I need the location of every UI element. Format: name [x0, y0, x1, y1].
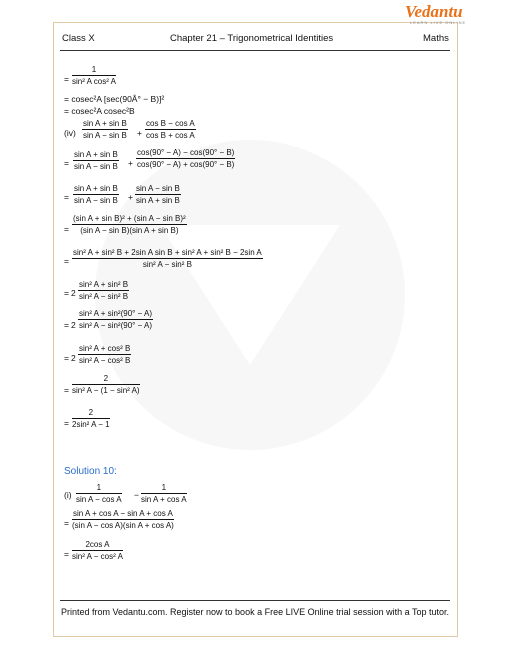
header-chapter: Chapter 21 – Trigonometrical Identities: [170, 33, 334, 44]
eq-sign: =: [64, 320, 69, 330]
fraction: $\frac{\text{sin² A + sin² B}}{\text{sin² A − sin² B}}$: [79, 280, 129, 301]
eq-sign: =: [64, 385, 69, 395]
header-class: Class X: [62, 33, 95, 44]
footer-rule: [60, 600, 450, 601]
fraction: $\frac{\text{sin A + sin B}}{\text{sin A − sin B}}$: [83, 119, 127, 140]
fraction: $\frac{\text{2cos A}}{\text{sin² A − cos² A}}$: [72, 540, 123, 561]
item-label: (i): [64, 490, 72, 500]
fraction: $\frac{\text{cos B − cos A}}{\text{cos B + cos A}}$: [146, 119, 195, 140]
eq-sign: =: [64, 418, 69, 428]
fraction: $\frac{\text{(sin A + sin B)² + (sin A − sin B)²}}{\text{(sin A − sin B)(sin A + sin B)}}$: [73, 214, 186, 235]
eq-sign: =: [64, 256, 69, 266]
minus-sign: −: [134, 490, 139, 500]
coefficient: 2: [71, 288, 76, 298]
header-subject: Maths: [423, 33, 449, 44]
coefficient: 2: [71, 320, 76, 330]
fraction: $\frac{1}{\text{sin A − cos A}}$: [76, 483, 122, 504]
logo-tagline: LEARN LIVE ONLINE: [410, 20, 467, 25]
coefficient: 2: [71, 353, 76, 363]
eq-sign: =: [64, 353, 69, 363]
math-line: = cosec²A [sec(90Â° − B)]²: [64, 94, 165, 104]
fraction: $\frac{2}{\text{2sin² A − 1}}$: [72, 408, 110, 429]
fraction: $\frac{1}{\text{sin² A cos² A}}$: [72, 65, 117, 86]
eq-sign: =: [64, 549, 69, 559]
fraction: $\frac{\text{sin A + cos A − sin A + cos A}}{\text{(sin A − cos A)(sin A + cos A)}}$: [72, 509, 174, 530]
item-label: (iv): [64, 128, 76, 138]
vedantu-logo: Vedantu: [405, 2, 463, 21]
fraction: $\frac{\text{sin A − sin B}}{\text{sin A + sin B}}$: [136, 184, 180, 205]
footer-text: Printed from Vedantu.com. Register now to book a Free LIVE Online trial session with a Top tutor.: [60, 607, 450, 617]
fraction: $\frac{\text{sin² A + cos² B}}{\text{sin² A − cos² B}}$: [79, 344, 131, 365]
math-line: = cosec²A cosec²B: [64, 106, 135, 116]
plus-sign: +: [128, 158, 133, 168]
fraction: $\frac{\text{sin A + sin B}}{\text{sin A − sin B}}$: [74, 150, 118, 171]
fraction: $\frac{\text{sin² A + sin² B + 2sin A sin B + sin² A + sin² B − 2sin A}}{\text{sin² A − sin² B}}$: [73, 248, 262, 269]
plus-sign: +: [137, 128, 142, 138]
fraction: $\frac{\text{sin A + sin B}}{\text{sin A − sin B}}$: [74, 184, 118, 205]
solution-heading: Solution 10:: [64, 466, 117, 477]
eq-sign: =: [64, 288, 69, 298]
plus-sign: +: [128, 192, 133, 202]
eq-sign: =: [64, 192, 69, 202]
eq-sign: =: [64, 74, 69, 84]
fraction: $\frac{2}{\text{sin² A − (1 − sin² A)}}$: [72, 374, 140, 395]
eq-sign: =: [64, 518, 69, 528]
fraction: $\frac{\text{sin² A + sin²(90° − A)}}{\text{sin² A − sin²(90° − A)}}$: [79, 309, 153, 330]
fraction: $\frac{\cos(90^\circ - A) - \cos(90^\circ - B)}{\cos(90^\circ - A) + \cos(90^\circ - B)}$: [137, 148, 235, 169]
eq-sign: =: [64, 224, 69, 234]
fraction: $\frac{1}{\text{sin A + cos A}}$: [141, 483, 187, 504]
eq-sign: =: [64, 158, 69, 168]
